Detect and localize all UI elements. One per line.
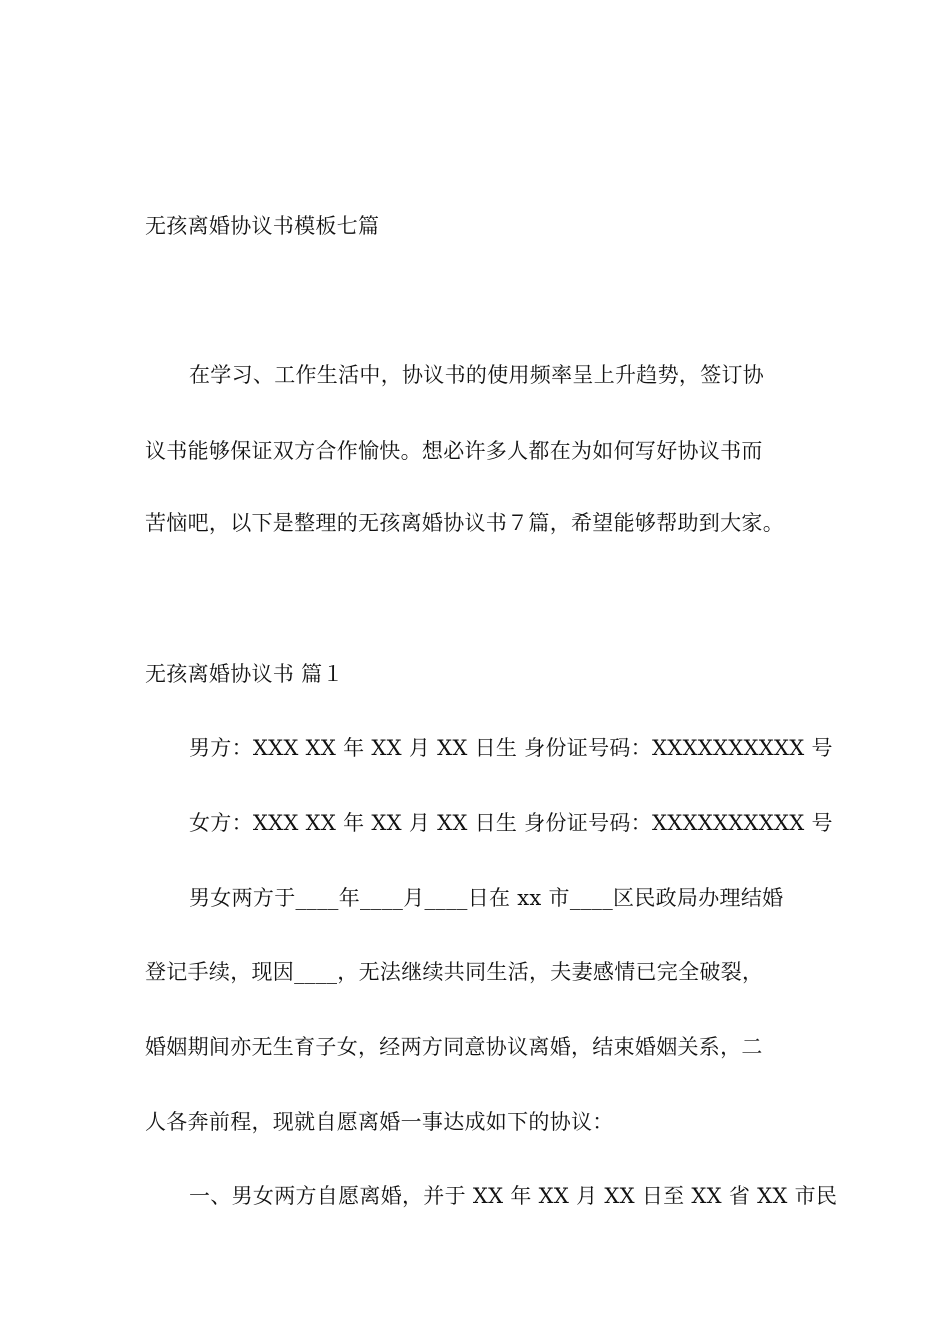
male-party-line: 男方：XXX XX 年 XX 月 XX 日生 身份证号码：XXXXXXXXXX 号 <box>189 736 833 760</box>
clause-line-1: 一、男女两方自愿离婚，并于 XX 年 XX 月 XX 日至 XX 省 XX 市民 <box>189 1184 838 1208</box>
intro-line-2: 议书能够保证双方合作愉快。想必许多人都在为如何写好协议书而 <box>145 439 763 463</box>
female-party-line: 女方：XXX XX 年 XX 月 XX 日生 身份证号码：XXXXXXXXXX 号 <box>189 811 833 835</box>
intro-line-1: 在学习、工作生活中，协议书的使用频率呈上升趋势，签订协 <box>189 363 765 387</box>
body-line-1: 男女两方于____年____月____日在 xx 市____区民政局办理结婚 <box>189 886 784 910</box>
intro-line-3: 苦恼吧，以下是整理的无孩离婚协议书７篇，希望能够帮助到大家。 <box>145 511 784 535</box>
body-line-2: 登记手续，现因____，无法继续共同生活，夫妻感情已完全破裂， <box>145 960 764 984</box>
document-title: 无孩离婚协议书模板七篇 <box>145 214 380 238</box>
body-line-3: 婚姻期间亦无生育子女，经两方同意协议离婚，结束婚姻关系，二 <box>145 1035 763 1059</box>
body-line-4: 人各奔前程，现就自愿离婚一事达成如下的协议： <box>145 1110 614 1134</box>
section-heading: 无孩离婚协议书 篇１ <box>145 662 344 686</box>
